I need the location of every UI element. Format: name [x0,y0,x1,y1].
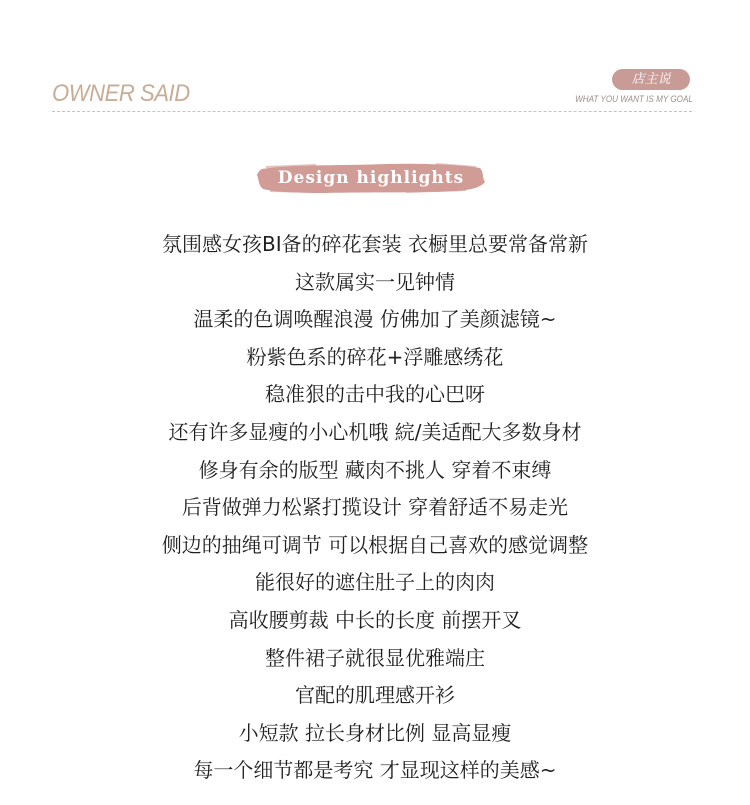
design-highlights-banner [256,160,486,196]
description-line: 修身有余的版型 藏肉不挑人 穿着不束缚 [198,457,552,482]
description-line: 侧边的抽绳可调节 可以根据自己喜欢的感觉调整 [161,532,589,557]
description-line: 能很好的遮住肚子上的肉肉 [255,570,495,595]
tagline: WHAT YOU WANT IS MY GOAL [575,94,693,104]
description-line: 氛围感女孩BI备的碎花套装 衣橱里总要常备常新 [162,232,588,256]
owner-said-title: OWNER SAID [52,80,190,107]
description-line: 后背做弹力松紧打揽设计 穿着舒适不易走光 [181,495,569,520]
description-line: 粉紫色系的碎花+浮雕感绣花 [246,344,504,369]
description-line: 这款属实一见钟情 [295,269,455,294]
description-line: 整件裙子就很显优雅端庄 [265,645,485,670]
description-line: 小短款 拉长身材比例 显高显瘦 [238,720,512,745]
description-line: 温柔的色调唤醒浪漫 仿佛加了美颜滤镜~ [193,307,557,332]
description-line: 还有许多显瘦的小心机哦 綄/美适配大多数身材 [168,419,582,444]
description-line: 稳准狠的击中我的心巴呀 [265,382,485,407]
owner-badge: 店主说 [612,69,690,90]
description-lines [0,226,750,790]
description-line: 每一个细节都是考究 才显现这样的美感~ [193,758,557,783]
description-line: 高收腰剪裁 中长的长度 前摆开叉 [228,607,522,632]
dashed-divider [52,111,692,112]
description-line: 官配的肌理感开衫 [295,683,455,708]
header [0,0,750,120]
design-highlights-label: Design highlights [277,168,465,188]
